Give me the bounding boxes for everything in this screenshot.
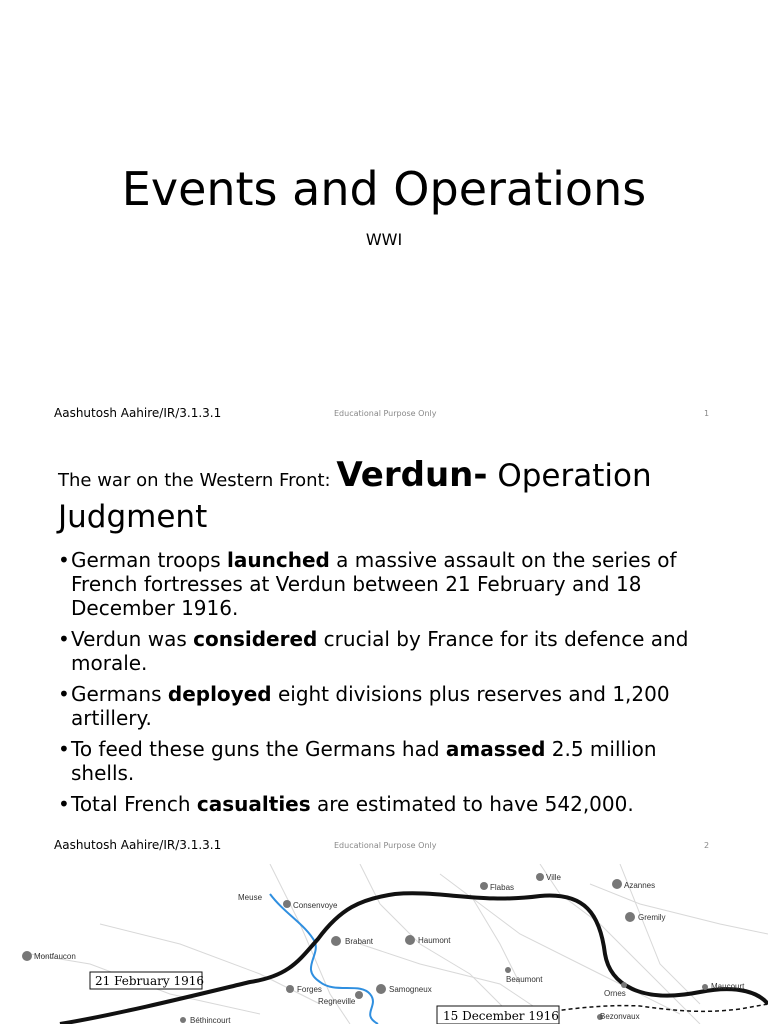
verdun-map: [0, 864, 768, 1024]
bullet-keyword: amassed: [445, 737, 546, 761]
bullet-item: [58, 737, 718, 785]
bullet-text: Total French: [71, 792, 197, 816]
place-label: Samogneux: [389, 985, 432, 994]
place-label: Azannes: [624, 881, 656, 890]
bullet-item: [58, 548, 718, 620]
place-marker: [702, 984, 708, 990]
bullet-text: eight divisions plus reserves and 1,200 artillery.: [71, 682, 670, 730]
road-network: [30, 864, 768, 1024]
bullet-text: a massive assault on the series of French fortresses at Verdun between 21 February and 18 December 1916.: [71, 548, 677, 620]
bullet-text: are estimated to have 542,000.: [310, 792, 634, 816]
bullet-text: German troops: [71, 548, 228, 572]
footer-author: Aashutosh Aahire/IR/3.1.3.1: [54, 838, 222, 852]
place-marker: [376, 984, 386, 994]
place-marker: [286, 985, 294, 993]
verdun-map-slide: [0, 864, 768, 1024]
river-label: Meuse: [238, 893, 263, 902]
place-marker: [536, 873, 544, 881]
heading-prefix: The war on the Western Front:: [58, 470, 337, 491]
place-label: Consenvoye: [293, 901, 338, 910]
place-marker: [612, 879, 622, 889]
bullet-item: [58, 792, 718, 816]
slide-number: 2: [704, 841, 710, 850]
bullet-text: To feed these guns the Germans had: [71, 737, 446, 761]
place-label: Béthincourt: [190, 1016, 231, 1024]
bullet-text: Verdun was: [71, 627, 194, 651]
place-label: Haumont: [418, 936, 451, 945]
date-box-text: 15 December 1916: [443, 1009, 559, 1023]
place-marker: [331, 936, 341, 946]
bullet-item: [58, 682, 718, 730]
date-box-dec: [437, 1006, 559, 1024]
footer-author: Aashutosh Aahire/IR/3.1.3.1: [54, 406, 222, 420]
place-label: Gremily: [638, 913, 666, 922]
place-marker: [480, 882, 488, 890]
bullet-keyword: launched: [227, 548, 330, 572]
bullet-keyword: considered: [193, 627, 318, 651]
place-marker: [22, 951, 32, 961]
heading-strong: Verdun-: [336, 455, 488, 495]
place-marker: [625, 912, 635, 922]
bullet-keyword: deployed: [167, 682, 272, 706]
place-label: Ornes: [604, 989, 626, 998]
place-label: Ville: [546, 873, 561, 882]
place-marker: [405, 935, 415, 945]
place-label: Maucourt: [711, 982, 745, 991]
place-marker: [283, 900, 291, 908]
place-label: Regneville: [318, 997, 356, 1006]
place-marker: [505, 967, 511, 973]
bullet-item: [58, 627, 718, 675]
place-label: Brabant: [345, 937, 374, 946]
verdun-slide: [0, 432, 768, 864]
place-label: Bezonvaux: [600, 1012, 640, 1021]
place-label: Beaumont: [506, 975, 543, 984]
bullet-keyword: casualties: [196, 792, 311, 816]
footer-note: Educational Purpose Only: [334, 409, 437, 418]
date-box-feb: [90, 972, 204, 989]
date-box-text: 21 February 1916: [95, 974, 205, 988]
title-slide: [0, 0, 768, 432]
place-label: Flabas: [490, 883, 515, 892]
heading-suffix: Operation Judgment: [58, 458, 652, 535]
bullet-text: crucial by France for its defence and morale.: [71, 627, 689, 675]
place-label: Forges: [297, 985, 322, 994]
place-marker: [355, 991, 363, 999]
footer-note: Educational Purpose Only: [334, 841, 437, 850]
slide-heading: [58, 457, 738, 535]
slide-subtitle: WWI: [365, 230, 403, 249]
place-marker: [180, 1017, 186, 1023]
bullet-text: 2.5 million shells.: [71, 737, 657, 785]
slide-title: Events and Operations: [121, 162, 647, 216]
bullet-text: Germans: [71, 682, 168, 706]
place-label: Montfaucon: [34, 952, 76, 961]
place-marker: [621, 982, 627, 988]
bullet-list: [58, 548, 718, 823]
slide-number: 1: [704, 409, 710, 418]
